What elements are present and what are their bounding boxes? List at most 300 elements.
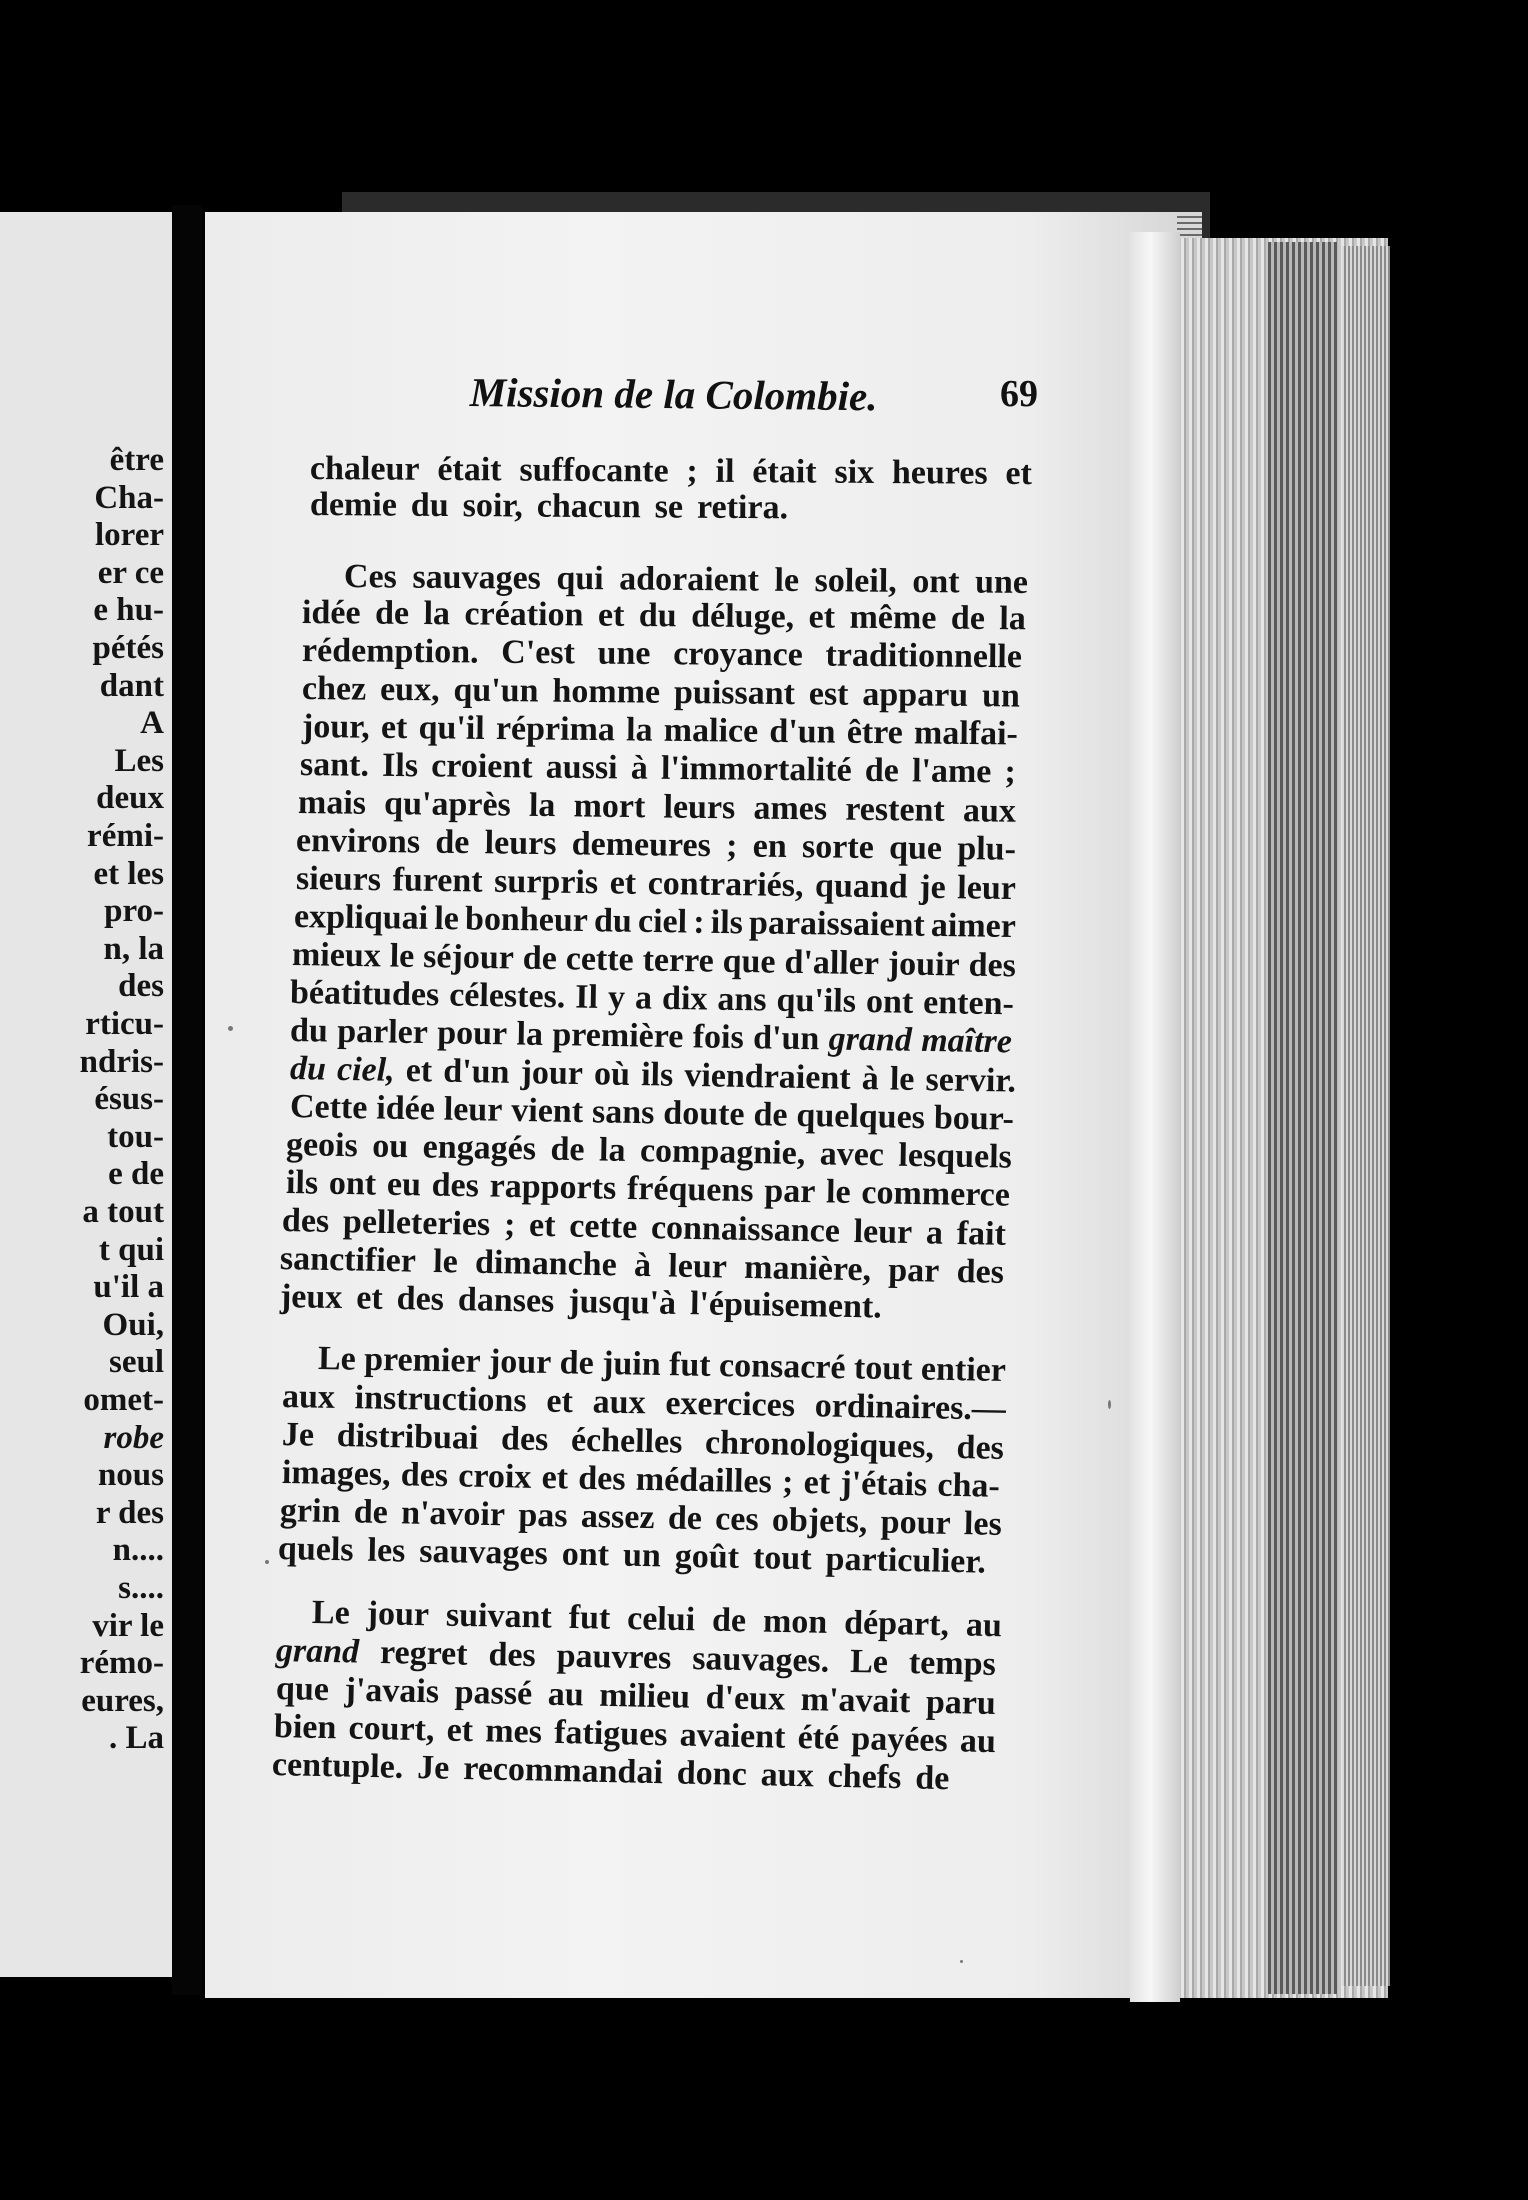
word: des [281, 1202, 330, 1240]
word: pelleteries [342, 1203, 491, 1243]
word: mon [762, 1602, 828, 1641]
word: le [389, 937, 415, 975]
word: apparu [862, 675, 969, 714]
word: aux [592, 1383, 646, 1422]
left-page-fragment: t qui [98, 1231, 164, 1268]
word: le [825, 1173, 851, 1211]
word: paru [925, 1683, 997, 1723]
left-page-fragment: r des [95, 1494, 164, 1531]
left-page-fragment: n, la [103, 930, 164, 967]
word: un [622, 1536, 662, 1575]
word: l'épuisement. [689, 1285, 883, 1326]
word: aux [962, 792, 1017, 830]
word: expliquai [293, 898, 429, 937]
word: aimer [930, 906, 1017, 946]
word: jusqu'à [568, 1283, 677, 1322]
word: sans [591, 1093, 655, 1132]
word: a [634, 979, 653, 1017]
word: Cette [289, 1088, 368, 1127]
word: ; [503, 1206, 516, 1244]
word: au [965, 1606, 1003, 1645]
word: la [598, 1131, 626, 1169]
word: juin [601, 1344, 662, 1383]
word: sauvages [419, 1532, 549, 1573]
word: objets, [771, 1501, 868, 1541]
word: fut [568, 1598, 611, 1637]
word: par [887, 1251, 940, 1290]
left-page-fragment: être [109, 442, 164, 478]
left-page-fragment: e hu- [93, 592, 164, 629]
left-page-fragment: Les [114, 742, 164, 779]
word: et [546, 1382, 574, 1421]
word: mes [484, 1712, 543, 1751]
left-page-fragment: rémo- [79, 1645, 164, 1682]
word: qu'il [418, 709, 485, 747]
word: que [888, 829, 943, 867]
word: des [400, 1456, 449, 1495]
word: d'eux [705, 1679, 786, 1718]
word: qui [556, 559, 604, 598]
word: pour [880, 1503, 952, 1542]
word: six [834, 453, 875, 491]
word: et [528, 1206, 556, 1245]
left-page-fragment: tou- [107, 1118, 164, 1155]
word: suivant [445, 1596, 553, 1636]
word: de [353, 1493, 389, 1532]
word: quelques [796, 1096, 926, 1137]
text-line [302, 596, 1026, 636]
word: ; [1004, 753, 1017, 791]
word: croyance [673, 635, 804, 674]
word: chacun [536, 487, 641, 526]
word: ; [781, 1463, 794, 1501]
word: leur [443, 1090, 503, 1129]
word: que [275, 1670, 330, 1709]
word: restent [845, 790, 945, 829]
word: chefs [827, 1757, 902, 1797]
left-page-fragment: A [140, 705, 164, 742]
word: rapports [489, 1167, 617, 1207]
word: la [516, 1015, 544, 1053]
word: dimanche [474, 1243, 618, 1284]
word: que [722, 942, 776, 981]
word: le [889, 1060, 915, 1098]
word: Le [317, 1340, 357, 1378]
word: eux, [379, 670, 440, 709]
word: instructions [354, 1379, 527, 1420]
word: regret [379, 1634, 468, 1673]
word: parler [336, 1012, 429, 1052]
word: cette [568, 1207, 638, 1246]
left-page-fragment: e de [108, 1156, 164, 1193]
left-page-fragment: robe [103, 1419, 164, 1456]
word: les [367, 1531, 406, 1570]
left-page-fragment: ésus- [94, 1081, 164, 1118]
word: tout [853, 1349, 913, 1388]
word: célestes. [448, 976, 566, 1016]
word: en [752, 827, 787, 865]
word: payées [851, 1720, 949, 1760]
word: du [289, 1050, 327, 1088]
word: de [522, 939, 558, 978]
dust-speck [960, 1960, 963, 1963]
word: jeux [279, 1278, 343, 1317]
word: soir, [462, 487, 523, 525]
word: de [559, 1344, 595, 1382]
word: jouir [887, 945, 960, 984]
word: ciel [637, 902, 688, 941]
dust-speck [1108, 1400, 1111, 1409]
text-line [300, 748, 1016, 789]
word: d'un [769, 712, 836, 751]
word: qu'ils [776, 981, 857, 1020]
dust-speck [228, 1026, 233, 1031]
word: ames [753, 789, 828, 828]
word: départ, [843, 1604, 950, 1644]
word: une [974, 563, 1029, 601]
word: et [803, 1464, 831, 1502]
word: sieurs [295, 860, 382, 899]
left-page-fragment: u'il a [93, 1269, 164, 1306]
left-page-fragment: Oui, [102, 1306, 164, 1343]
word: temps [908, 1644, 997, 1683]
word: le [434, 899, 460, 938]
word: des [968, 946, 1017, 985]
word: dix [661, 979, 708, 1018]
word: il [715, 452, 735, 490]
word: l'immortalité [660, 749, 852, 789]
word: surpris [493, 862, 599, 902]
word: séjour [422, 938, 515, 977]
left-page-fragment: eures, [81, 1682, 164, 1719]
word: de [950, 599, 986, 637]
word: heures [891, 454, 988, 492]
word: connaissance [650, 1209, 841, 1250]
word: quand [814, 867, 908, 906]
word: est [808, 675, 849, 713]
word: sauvages [412, 558, 542, 597]
word: compagnie, [639, 1132, 806, 1173]
word: d'aller [784, 943, 880, 983]
word: avec [819, 1135, 885, 1174]
word: bien [273, 1708, 337, 1747]
word: demie [309, 486, 397, 524]
word: ont [865, 983, 914, 1021]
word: cha- [937, 1466, 1001, 1505]
left-page-fragment: deux [96, 780, 164, 817]
word: et [446, 1711, 474, 1750]
left-page-fragment: rémi- [87, 818, 164, 854]
word: du [593, 902, 633, 940]
word: chronologiques, [704, 1424, 935, 1466]
word: tout [752, 1539, 812, 1578]
word: plu- [957, 830, 1017, 868]
word: idée [376, 1089, 436, 1128]
word: Je [281, 1416, 315, 1454]
word: et [356, 1279, 384, 1317]
word: qu'un [453, 671, 539, 710]
word: servir. [925, 1061, 1017, 1100]
word: viendraient [684, 1056, 851, 1097]
left-page-fragment: dant [99, 667, 164, 704]
left-page-fragment: des [118, 968, 164, 1005]
word: adoraient [619, 560, 760, 599]
word: passé [454, 1673, 533, 1713]
word: première [552, 1016, 684, 1056]
word: leur [668, 1247, 728, 1286]
word: idée [301, 594, 361, 632]
word: bonheur [464, 900, 589, 940]
word: homme [552, 672, 661, 711]
word: et [597, 596, 625, 634]
text-line [302, 672, 1020, 714]
word: doute [663, 1094, 745, 1133]
word: de [667, 1499, 703, 1538]
word: particulier. [825, 1540, 987, 1581]
text-line [344, 560, 1028, 600]
word: médailles [635, 1460, 773, 1501]
word: avaient [679, 1716, 786, 1756]
word: fatigues [553, 1713, 668, 1754]
word: où [593, 1055, 631, 1093]
word: chaleur [309, 450, 420, 488]
word: fois [692, 1018, 745, 1057]
left-page-fragment: . La [108, 1720, 164, 1757]
word: des [956, 1252, 1005, 1291]
word: à [861, 1059, 880, 1098]
page-number: 69 [1000, 373, 1038, 415]
word: le [774, 561, 800, 599]
word: fut [668, 1346, 712, 1384]
word: était [752, 453, 817, 491]
word: pas [518, 1496, 568, 1535]
left-page-fragment: vir le [92, 1607, 164, 1644]
left-page-fragment: s.... [118, 1570, 164, 1606]
left-page-fragment: omet- [83, 1382, 164, 1418]
word: et [609, 864, 637, 902]
word: pour [436, 1014, 508, 1053]
word: le [432, 1242, 459, 1281]
word: exercices [665, 1384, 796, 1424]
word: traditionnelle [825, 636, 1023, 676]
word: ils [285, 1164, 319, 1202]
word: ils [710, 903, 744, 942]
word: premier [363, 1340, 481, 1380]
word: la [528, 786, 556, 825]
word: sant. [299, 746, 370, 784]
word: eu [386, 1165, 422, 1204]
left-page-fragment: rticu- [85, 1006, 164, 1042]
word: de [374, 594, 410, 632]
word: C'est [501, 633, 576, 672]
word: leurs [663, 788, 736, 827]
dust-speck [265, 1560, 269, 1564]
word: entier [920, 1350, 1007, 1390]
word: et [1005, 454, 1033, 493]
left-page-fragment: lorer [94, 517, 164, 554]
left-page-fragment: pro- [104, 893, 164, 930]
word: de [914, 1759, 950, 1798]
word: d'un [443, 1052, 510, 1091]
word: mort [573, 787, 646, 826]
word: centuple. [271, 1746, 404, 1786]
word: bour- [933, 1099, 1015, 1138]
word: Il [575, 978, 599, 1016]
word: croix [458, 1457, 532, 1496]
word: croient [431, 747, 533, 786]
left-page-fragment: ndris- [79, 1043, 164, 1080]
word: des [431, 1166, 480, 1205]
word: était [437, 450, 502, 489]
word: suffocante [519, 451, 669, 490]
word: paraissaient [748, 904, 926, 944]
word: aux [281, 1378, 336, 1416]
word: Le [849, 1643, 889, 1681]
word: furent [392, 861, 483, 900]
word: des [500, 1420, 549, 1459]
word: consacré [718, 1347, 846, 1387]
text-line [310, 452, 1032, 491]
word: leurs [484, 824, 557, 863]
word: malice [663, 711, 759, 750]
word: la [423, 595, 451, 633]
word: sorte [801, 828, 875, 867]
word: de [753, 1096, 788, 1134]
word: lesquels [898, 1136, 1013, 1176]
word: béatitudes [289, 974, 440, 1014]
word: y [607, 978, 626, 1017]
word: n'avoir [400, 1494, 506, 1534]
word: assez [580, 1497, 655, 1537]
word: ; [725, 827, 738, 865]
word: des [577, 1459, 626, 1498]
left-page-fragment: et les [93, 855, 164, 892]
word: de [550, 1130, 585, 1169]
word: jour [520, 1054, 584, 1093]
left-page-fragment: n.... [112, 1532, 164, 1569]
word: été [797, 1718, 840, 1757]
word: manière, [743, 1248, 872, 1289]
word: la [999, 600, 1026, 638]
word: je [919, 868, 946, 907]
word: de [435, 823, 470, 862]
word: demeures [571, 825, 712, 865]
word: et [541, 1458, 569, 1497]
text-line [290, 1014, 1012, 1059]
word: de [711, 1601, 747, 1640]
running-head-title: Mission de la Colombie. [469, 368, 878, 420]
word: celui [626, 1600, 696, 1639]
word: terre [642, 941, 714, 980]
word: échelles [570, 1421, 683, 1461]
word: commerce [861, 1174, 1011, 1214]
word: m'avait [800, 1680, 911, 1721]
word: jour [488, 1342, 552, 1382]
word: les [963, 1505, 1003, 1543]
word: par [764, 1172, 816, 1211]
word: Le [311, 1594, 351, 1632]
word: à [633, 1246, 652, 1285]
word: jour [366, 1595, 430, 1634]
word: jour, [301, 708, 370, 746]
word: distribuai [336, 1417, 479, 1457]
word: cette [565, 940, 634, 979]
word: environs [295, 822, 421, 861]
word: mais [297, 784, 367, 822]
word: geois [285, 1126, 359, 1165]
text-line [309, 486, 789, 527]
word: ils [640, 1056, 674, 1094]
word: au [547, 1675, 585, 1714]
word: Ils [381, 746, 419, 785]
left-page-fragment: nous [97, 1457, 164, 1494]
word: création [464, 595, 584, 634]
word: grand [275, 1632, 360, 1671]
word: ont [328, 1164, 377, 1203]
text-line [302, 634, 1022, 674]
word: rédemption. [301, 632, 479, 671]
left-page-fragment: seul [108, 1344, 164, 1381]
word: au [959, 1722, 997, 1761]
word: du [410, 486, 449, 524]
word: ciel, [336, 1050, 395, 1089]
word: : [693, 903, 705, 941]
text-line [296, 824, 1016, 867]
word: réprima [495, 710, 616, 749]
word: retira. [696, 488, 789, 527]
word: ont [561, 1535, 610, 1574]
word: donc [676, 1754, 748, 1793]
word: la [625, 711, 653, 749]
word: j'avais [344, 1671, 440, 1711]
word: engagés [422, 1128, 537, 1168]
word: être [846, 713, 903, 752]
word: sanctifier [279, 1240, 417, 1280]
word: quels [277, 1530, 354, 1569]
word: recommandai [462, 1750, 664, 1792]
word: et [808, 598, 836, 636]
word: déluge, [691, 597, 795, 636]
word: fréquens [626, 1169, 754, 1210]
word: se [654, 488, 684, 526]
word: une [597, 634, 651, 673]
word: ou [371, 1127, 409, 1166]
word: l'ame [911, 752, 992, 791]
left-page-fragment: Cha- [94, 479, 164, 516]
word: du [638, 596, 677, 635]
word: fait [956, 1214, 1007, 1253]
word: à [630, 749, 648, 787]
word: a [925, 1214, 944, 1252]
word: soleil, [814, 562, 897, 600]
word: Ces [343, 558, 398, 596]
word: Je [416, 1749, 450, 1787]
word: des [396, 1280, 445, 1318]
word: court, [348, 1709, 435, 1749]
word: des [488, 1636, 537, 1674]
word: du [289, 1012, 329, 1050]
word: des [956, 1428, 1005, 1467]
word: sauvages. [691, 1639, 830, 1680]
word: images, [281, 1454, 391, 1494]
word: puissant [673, 673, 796, 713]
word: qu'après [383, 785, 511, 824]
word: et [405, 1052, 433, 1090]
word: grin [279, 1492, 341, 1531]
word: contrariés, [647, 864, 804, 905]
word: aux [760, 1756, 815, 1795]
word: leur [957, 869, 1017, 908]
